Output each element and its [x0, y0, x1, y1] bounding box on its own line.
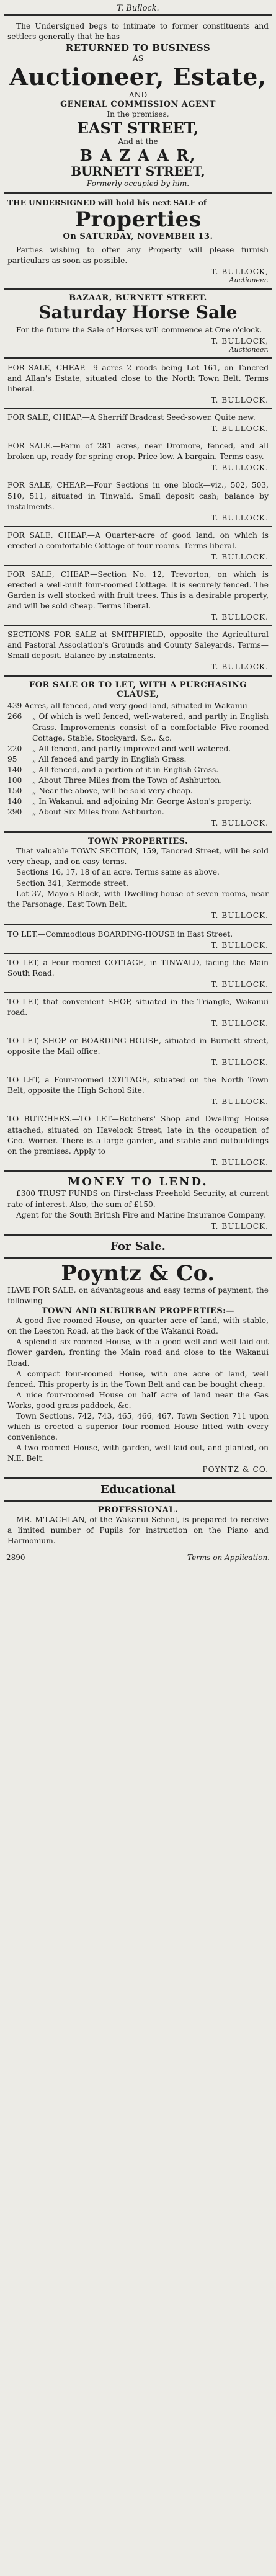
ad-town-properties: [0, 833, 276, 923]
sale-signature: T. BULLOCK.: [211, 613, 269, 622]
farm-row: [7, 765, 269, 775]
sale-text: SECTIONS FOR SALE at SMITHFIELD, opposite the Agricultural and Pastoral Association's Grounds and County Saleyards. Terms—Small deposit. Balance by instalments.: [7, 630, 269, 661]
header: [0, 0, 276, 14]
ad1-formerly: Formerly occupied by him.: [86, 179, 190, 188]
ad3-horse-sale: Saturday Horse Sale: [38, 301, 238, 323]
farm-row-acres: 266: [7, 712, 22, 721]
poyntz-property: A compact four-roomed House, with one acre of land, well fenced. This property is in the Town Belt and can be bought cheap.: [7, 1369, 269, 1389]
sale-text: FOR SALE, CHEAP.—A Quarter-acre of good land, on which is erected a comfortable Cottage of four rooms. Terms liberal.: [7, 530, 269, 550]
let-signature: T. BULLOCK.: [211, 1157, 269, 1167]
money-line-2: Agent for the South British Fire and Marine Insurance Company.: [16, 1210, 265, 1219]
sale-text: FOR SALE, CHEAP.—9 acres 2 roods being Lot 161, on Tancred and Allan's Estate, situated close to the North Town Belt. Terms liberal.: [7, 363, 269, 394]
ad3-role: Auctioneer.: [229, 345, 269, 354]
farm-row-acres: 140: [7, 797, 22, 806]
farm-signature: T. BULLOCK.: [211, 819, 269, 828]
let-text: TO LET, a Four-roomed COTTAGE, in TINWALD, facing the Main South Road.: [7, 958, 269, 978]
section-for-sale: [0, 1236, 276, 1257]
farm-row-acres: 290: [7, 808, 22, 817]
ad2-signature: T. BULLOCK,: [211, 267, 269, 276]
let-signature: T. BULLOCK.: [211, 1097, 269, 1107]
sale-item: [0, 409, 276, 437]
farm-row-acres: 100: [7, 775, 22, 785]
ad2-role: Auctioneer.: [229, 275, 269, 284]
ad-professional: [0, 1502, 276, 1550]
farm-heading: FOR SALE OR TO LET, WITH A PURCHASING CLAUSE,: [29, 680, 247, 700]
professional-text: MR. M'LACHLAN, of the Wakanui School, is prepared to receive a limited number of Pupils for instruction on the Piano and Harmonium.: [7, 1515, 269, 1546]
sale-signature: T. BULLOCK.: [211, 513, 269, 522]
educational-label: Educational: [100, 1483, 176, 1497]
farm-row-text: „ About Three Miles from the Town of Ashburton.: [32, 775, 223, 785]
town-line-3: Section 341, Kermode street.: [16, 878, 129, 888]
let-item: [0, 1110, 276, 1170]
sale-item: [0, 566, 276, 625]
for-sale-label: For Sale.: [110, 1239, 166, 1253]
ad-returned-to-business: [0, 16, 276, 192]
let-item: [0, 1032, 276, 1071]
let-text: TO LET, that convenient SHOP, situated in the Triangle, Wakanui road.: [7, 997, 269, 1017]
sale-text: FOR SALE, CHEAP.—Four Sections in one block—viz., 502, 503, 510, 511, situated in Tinwald. Small deposit cash; balance by instalments.: [7, 481, 269, 511]
town-title: TOWN PROPERTIES.: [87, 837, 189, 847]
sale-item: [0, 527, 276, 565]
sale-text: FOR SALE, CHEAP.—A Sherriff Bradcast Seed-sower. Quite new.: [7, 413, 256, 422]
farm-row-acres: 95: [7, 754, 17, 764]
let-item: [0, 925, 276, 953]
ad2-date: On SATURDAY, NOVEMBER 13.: [63, 231, 213, 241]
ad1-bazaar: B A Z A A R,: [79, 146, 197, 164]
town-line-4: Lot 37, Mayo's Block, with Dwelling-house of seven rooms, near the Parsonage, East Town Belt.: [7, 889, 269, 909]
let-signature: T. BULLOCK.: [211, 1019, 269, 1028]
ad1-returned: RETURNED TO BUSINESS: [65, 42, 211, 54]
poyntz-property: A splendid six-roomed House, with a good well and well laid-out flower garden, fronting the Main road and close to the Wakanui Road.: [7, 1337, 269, 1368]
farm-row-text: „ Near the above, will be sold very cheap.: [32, 787, 193, 796]
let-text: TO LET, a Four-roomed COTTAGE, situated on the North Town Belt, opposite the High School Site.: [7, 1076, 269, 1095]
ad-poyntz: [0, 1259, 276, 1478]
town-line-1: That valuable TOWN SECTION, 159, Tancred Street, will be sold very cheap, and on easy terms.: [7, 847, 269, 867]
header-title: T. Bullock.: [117, 4, 159, 13]
ad3-note: For the future the Sale of Horses will commence at One o'clock.: [16, 325, 262, 334]
sale-text: FOR SALE.—Farm of 281 acres, near Dromore, fenced, and all broken up, ready for spring crop. Price low. A bargain. Terms easy.: [7, 442, 269, 461]
poyntz-property: A two-roomed House, with garden, well laid out, and planted, on N.E. Belt.: [7, 1443, 269, 1463]
ad1-burnett: BURNETT STREET,: [71, 163, 205, 179]
let-signature: T. BULLOCK.: [211, 979, 269, 989]
sale-signature: T. BULLOCK.: [211, 552, 269, 561]
ad-money-to-lend: [0, 1172, 276, 1234]
ad1-and: AND: [128, 90, 148, 99]
ad1-east-street: EAST STREET,: [77, 118, 199, 137]
farm-row: [7, 754, 269, 765]
sale-signature: T. BULLOCK.: [211, 662, 269, 672]
farm-row-text: „ In Wakanui, and adjoining Mr. George Aston's property.: [32, 797, 252, 806]
poyntz-signature: POYNTZ & CO.: [202, 1465, 269, 1474]
let-text: TO LET.—Commodious BOARDING-HOUSE in East Street.: [7, 929, 233, 938]
town-line-2: Sections 16, 17, 18 of an acre. Terms same as above.: [16, 868, 220, 877]
sale-text: FOR SALE, CHEAP.—Section No. 12, Trevorton, on which is erected a well-built four-roomed Cottage. It is securely fenced. The Garden is well stocked with fruit trees. This is a desirable property, and will be sold cheap. Terms liberal.: [7, 569, 269, 611]
ad-farm-sale-or-let: [0, 677, 276, 831]
farm-intro: 439 Acres, all fenced, and very good land, situated in Wakanui: [7, 702, 247, 711]
sale-item: [0, 437, 276, 476]
ad-code: 2890: [6, 1553, 25, 1562]
farm-row: [7, 786, 269, 796]
terms-note: Terms on Application.: [187, 1553, 270, 1562]
sale-item: [0, 626, 276, 675]
ad1-intro: The Undersigned begs to intimate to former constituents and settlers generally that he has: [7, 22, 269, 42]
ad1-auctioneer: Auctioneer, Estate,: [9, 62, 267, 91]
ad1-as: AS: [132, 54, 144, 63]
ad3-location: BAZAAR, BURNETT STREET.: [69, 293, 207, 303]
section-educational: [0, 1479, 276, 1500]
farm-row: [7, 807, 269, 818]
poyntz-property: Town Sections, 742, 743, 465, 466, 467, Town Section 711 upon which is erected a superior four-roomed House fitted with every convenience.: [7, 1411, 269, 1442]
poyntz-property: A nice four-roomed House on half acre of land near the Gas Works, good grass-paddock, &c.: [7, 1390, 269, 1410]
sale-item: [0, 476, 276, 525]
money-title: MONEY TO LEND.: [68, 1175, 208, 1188]
let-text: TO BUTCHERS.—TO LET—Butchers' Shop and Dwelling House attached, situated on Havelock Street, late in the occupation of Geo. Worner. There is a large garden, and stable and outbuildings on the premises. Apply to: [7, 1115, 269, 1156]
ad-properties-sale: [0, 194, 276, 288]
farm-row-acres: 220: [7, 744, 22, 753]
ad1-agent: GENERAL COMMISSION AGENT: [60, 100, 216, 110]
ad-horse-sale: [0, 290, 276, 357]
let-item: [0, 954, 276, 992]
ad1-and-at: And at the: [118, 137, 158, 146]
farm-row-acres: 150: [7, 787, 22, 796]
ad3-signature: T. BULLOCK,: [211, 337, 269, 345]
farm-row-text: „ About Six Miles from Ashburton.: [32, 808, 164, 817]
farm-row-text: „ Of which is well fenced, well-watered, and partly in English Grass. Improvements consist of a comfortable Five-roomed Cottage, Stable, Stockyard, &c., &c.: [32, 712, 269, 742]
sale-signature: T. BULLOCK.: [211, 396, 269, 405]
farm-row-text: „ All fenced, and partly improved and well-watered.: [32, 744, 231, 753]
let-signature: T. BULLOCK.: [211, 940, 269, 950]
poyntz-property: A good five-roomed House, on quarter-acre of land, with stable, on the Leeston Road, at the back of the Wakanui Road.: [7, 1316, 269, 1336]
sale-item: [0, 359, 276, 408]
money-line-1: £300 TRUST FUNDS on First-class Freehold Security, at current rate of interest. Also, the sum of £150.: [7, 1189, 269, 1209]
professional-title: PROFESSIONAL.: [97, 1505, 179, 1515]
farm-row: [7, 775, 269, 786]
money-signature: T. BULLOCK.: [211, 1221, 269, 1231]
ad2-intro: THE UNDERSIGNED will hold his next SALE of: [7, 198, 207, 208]
farm-row-text: „ All fenced, and a portion of it in English Grass.: [32, 765, 219, 774]
sale-signature: T. BULLOCK.: [211, 463, 269, 473]
let-signature: T. BULLOCK.: [211, 1058, 269, 1067]
farm-row: [7, 796, 269, 807]
poyntz-intro: HAVE FOR SALE, on advantageous and easy terms of payment, the following: [7, 1286, 269, 1306]
poyntz-title: Poyntz & Co.: [61, 1260, 215, 1286]
ad2-note: Parties wishing to offer any Property will please furnish particulars as soon as possible.: [7, 245, 269, 265]
town-signature: T. BULLOCK.: [211, 911, 269, 920]
sale-signature: T. BULLOCK.: [211, 424, 269, 434]
let-text: TO LET, SHOP or BOARDING-HOUSE, situated in Burnett street, opposite the Mail office.: [7, 1036, 269, 1056]
let-item: [0, 993, 276, 1032]
let-item: [0, 1071, 276, 1110]
poyntz-heading: TOWN AND SUBURBAN PROPERTIES:—: [41, 1306, 235, 1316]
farm-row: [7, 711, 269, 743]
ad1-premises: In the premises,: [107, 110, 169, 119]
farm-row-acres: 140: [7, 765, 22, 774]
footer: [0, 1551, 276, 1564]
ad2-properties: Properties: [74, 207, 202, 233]
farm-row-text: „ All fenced and partly in English Grass.: [32, 754, 187, 764]
farm-row: [7, 744, 269, 754]
